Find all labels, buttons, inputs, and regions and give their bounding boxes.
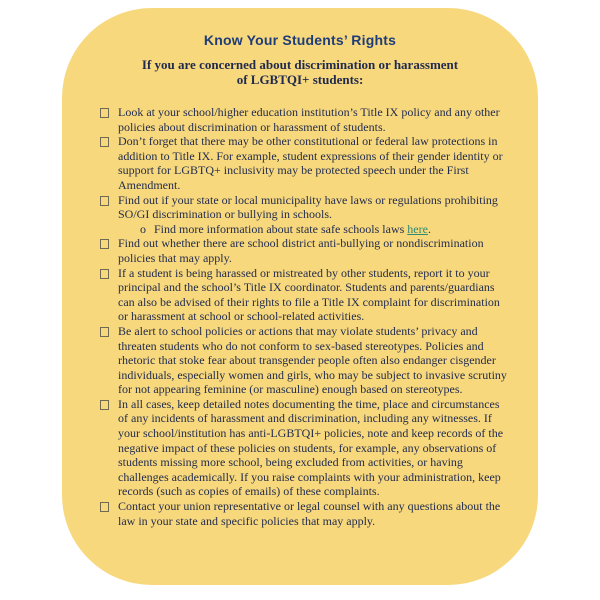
checklist-item-text: Look at your school/higher education institution’s Title IX policy and any other policies about discrimination or harassment of students.	[118, 105, 500, 134]
info-card	[62, 8, 538, 585]
empty-checkbox-icon	[100, 108, 109, 118]
checklist-item	[100, 324, 512, 397]
subtitle-line1: If you are concerned about discrimination or harassment	[141, 57, 459, 72]
empty-checkbox-icon	[100, 239, 109, 249]
checklist-item	[100, 499, 512, 528]
checklist-item-text: Contact your union representative or legal counsel with any questions about the law in your state and specific policies that may apply.	[118, 499, 501, 528]
checklist-item	[100, 105, 512, 134]
empty-checkbox-icon	[100, 502, 109, 512]
checklist	[62, 105, 538, 528]
subtitle-line2: of LGBTQI+ students:	[236, 72, 364, 87]
empty-checkbox-icon	[100, 196, 109, 206]
checklist-item-text: Be alert to school policies or actions that may violate students’ privacy and threaten students who do not conform to sex-based stereotypes. Policies and rhetoric that stoke fear about transgender people often also endanger cisgender individuals, especially women and girls, who may be subject to invasive scrutiny for not appearing feminine (or masculine) enough based on stereotypes.	[118, 323, 507, 397]
checklist-item-main-text: Find out if your state or local municipality have laws or regulations prohibiting SO/GI discrimination or bullying in schools.	[118, 192, 498, 222]
subitem-text-suffix: .	[427, 221, 431, 236]
subitem-text-prefix: Find more information about state safe schools laws	[154, 221, 408, 236]
empty-checkbox-icon	[100, 400, 109, 410]
checklist-item	[100, 266, 512, 324]
page-title: Know Your Students’ Rights	[203, 32, 397, 48]
checklist-item-text	[118, 193, 512, 237]
circle-bullet-icon: o	[140, 221, 146, 236]
safe-schools-laws-link[interactable]: here	[407, 221, 428, 236]
checklist-subitem	[140, 222, 512, 237]
checklist-item-text: If a student is being harassed or mistreated by other students, report it to your principal and the school’s Title IX coordinator. Students and parents/guardians can also be advised of their rights to file a Title IX complaint for discrimination or harassment at school or school-related activities.	[118, 265, 500, 324]
empty-checkbox-icon	[100, 269, 109, 279]
subtitle	[62, 57, 538, 87]
checklist-item-text: Find out whether there are school district anti-bullying or nondiscrimination policies that may apply.	[118, 236, 484, 265]
checklist-item	[100, 397, 512, 499]
checklist-item	[100, 236, 512, 265]
empty-checkbox-icon	[100, 327, 109, 337]
checklist-item-text: Don’t forget that there may be other constitutional or federal law protections in addition to Title IX. For example, student expressions of their gender identity or support for LGBTQ+ inclusivity may be protected speech under the First Amendment.	[118, 134, 503, 192]
checklist-subitem-text	[154, 222, 431, 237]
empty-checkbox-icon	[100, 137, 109, 147]
checklist-item	[100, 193, 512, 237]
checklist-item-text: In all cases, keep detailed notes documenting the time, place and circumstances of any incidents of harassment and discrimination, including any witnesses. If your school/institution has anti-LGBTQI+ policies, note and keep records of the negative impact of these policies on students, for example, any observations of students missing more school, being excluded from activities, or having challenges academically. If you raise complaints with your administration, keep records (such as copies of emails) of these complaints.	[118, 396, 504, 499]
checklist-item	[100, 134, 512, 192]
